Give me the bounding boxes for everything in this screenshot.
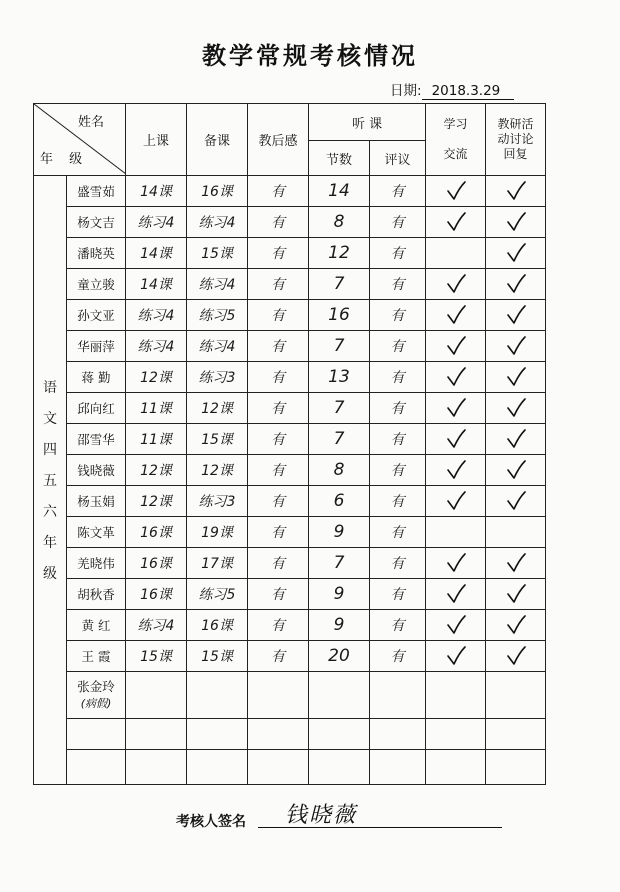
- teacher-name: 华丽萍: [67, 331, 126, 362]
- study-cell: [426, 517, 486, 548]
- lesson-cell: 练习4: [126, 331, 187, 362]
- evaluation-cell: 有: [370, 331, 426, 362]
- research-cell: [486, 548, 546, 579]
- evaluation-cell: 有: [370, 424, 426, 455]
- table-row: [34, 548, 546, 579]
- study-cell: [426, 207, 486, 238]
- sessions-cell: 12: [309, 238, 370, 269]
- check-mark-icon: [505, 242, 527, 264]
- check-mark-icon: [505, 459, 527, 481]
- check-mark-icon: [505, 614, 527, 636]
- grade-char: 六: [43, 504, 57, 520]
- reflection-cell: 有: [248, 362, 309, 393]
- check-mark-icon: [445, 614, 467, 636]
- reflection-cell: 有: [248, 486, 309, 517]
- reflection-cell: 有: [248, 579, 309, 610]
- study-cell: [426, 362, 486, 393]
- research-cell: [486, 300, 546, 331]
- check-mark-icon: [445, 180, 467, 202]
- research-cell: [486, 579, 546, 610]
- table-row: [34, 238, 546, 269]
- empty-cell: [187, 719, 248, 750]
- header-study-1: 学习: [443, 117, 468, 131]
- table-row: [34, 517, 546, 548]
- sessions-cell: 16: [309, 300, 370, 331]
- sessions-cell: 6: [309, 486, 370, 517]
- check-mark-icon: [505, 552, 527, 574]
- prep-cell: 15课: [187, 424, 248, 455]
- teacher-name: 钱晓薇: [67, 455, 126, 486]
- empty-cell: [67, 750, 126, 785]
- date-label: 日期:: [390, 83, 422, 99]
- header-prep: 备课: [187, 104, 248, 176]
- study-cell: [426, 486, 486, 517]
- reflection-cell: 有: [248, 548, 309, 579]
- empty-cell: [370, 750, 426, 785]
- prep-cell: 12课: [187, 393, 248, 424]
- prep-cell: 练习4: [187, 331, 248, 362]
- sessions-cell: 8: [309, 455, 370, 486]
- empty-cell: [486, 750, 546, 785]
- table-row: [34, 610, 546, 641]
- sessions-cell: 20: [309, 641, 370, 672]
- evaluation-cell: 有: [370, 207, 426, 238]
- check-mark-icon: [505, 180, 527, 202]
- empty-cell: [309, 719, 370, 750]
- teacher-name: 胡秋香: [67, 579, 126, 610]
- sessions-cell: 7: [309, 424, 370, 455]
- signature-handwritten: 钱晓薇: [285, 803, 358, 828]
- lesson-cell: 16课: [126, 548, 187, 579]
- teacher-name: 黄 红: [67, 610, 126, 641]
- evaluation-cell: 有: [370, 455, 426, 486]
- evaluation-cell: 有: [370, 362, 426, 393]
- sessions-cell: 7: [309, 393, 370, 424]
- check-mark-icon: [445, 211, 467, 233]
- empty-cell: [126, 672, 187, 719]
- sessions-cell: 7: [309, 269, 370, 300]
- check-mark-icon: [505, 397, 527, 419]
- check-mark-icon: [445, 397, 467, 419]
- empty-cell: [248, 719, 309, 750]
- check-mark-icon: [445, 273, 467, 295]
- empty-cell: [248, 672, 309, 719]
- empty-cell: [126, 750, 187, 785]
- assessment-table: [33, 103, 546, 785]
- teacher-name: 童立骏: [67, 269, 126, 300]
- empty-row: [34, 750, 546, 785]
- teacher-name: 孙文亚: [67, 300, 126, 331]
- check-mark-icon: [505, 428, 527, 450]
- study-cell: [426, 641, 486, 672]
- header-research-2: 动讨论: [497, 132, 534, 146]
- prep-cell: 练习5: [187, 300, 248, 331]
- reflection-cell: 有: [248, 331, 309, 362]
- teacher-name: 杨文吉: [67, 207, 126, 238]
- evaluation-cell: 有: [370, 238, 426, 269]
- lesson-cell: 15课: [126, 641, 187, 672]
- lesson-cell: 练习4: [126, 610, 187, 641]
- empty-cell: [309, 672, 370, 719]
- sessions-cell: 9: [309, 610, 370, 641]
- evaluation-cell: 有: [370, 393, 426, 424]
- check-mark-icon: [445, 335, 467, 357]
- lesson-cell: 练习4: [126, 300, 187, 331]
- header-sessions: 节数: [309, 141, 370, 176]
- lesson-cell: 14课: [126, 269, 187, 300]
- check-mark-icon: [505, 211, 527, 233]
- check-mark-icon: [505, 273, 527, 295]
- prep-cell: 练习4: [187, 269, 248, 300]
- evaluation-cell: 有: [370, 176, 426, 207]
- reflection-cell: 有: [248, 517, 309, 548]
- study-cell: [426, 455, 486, 486]
- evaluation-cell: 有: [370, 486, 426, 517]
- table-row: [34, 579, 546, 610]
- header-research-1: 教研活: [497, 117, 534, 131]
- empty-cell: [426, 750, 486, 785]
- grade-char: 级: [43, 566, 57, 582]
- lesson-cell: 12课: [126, 486, 187, 517]
- research-cell: [486, 641, 546, 672]
- empty-cell: [486, 672, 546, 719]
- research-cell: [486, 331, 546, 362]
- header-evaluation: 评议: [370, 141, 426, 176]
- teacher-name: 杨玉娟: [67, 486, 126, 517]
- evaluation-cell: 有: [370, 641, 426, 672]
- prep-cell: 16课: [187, 610, 248, 641]
- check-mark-icon: [445, 490, 467, 512]
- research-cell: [486, 393, 546, 424]
- teacher-name: [67, 672, 126, 719]
- reflection-cell: 有: [248, 207, 309, 238]
- teacher-name: 陈文革: [67, 517, 126, 548]
- header-listen: 听 课: [309, 104, 426, 141]
- check-mark-icon: [445, 583, 467, 605]
- lesson-cell: 练习4: [126, 207, 187, 238]
- table-row: [34, 424, 546, 455]
- research-cell: [486, 362, 546, 393]
- grade-cell: [34, 176, 67, 785]
- reflection-cell: 有: [248, 300, 309, 331]
- header-research: [486, 104, 546, 176]
- check-mark-icon: [445, 459, 467, 481]
- study-cell: [426, 393, 486, 424]
- lesson-cell: 16课: [126, 517, 187, 548]
- empty-cell: [187, 750, 248, 785]
- teacher-name-text: 张金玲: [77, 678, 115, 694]
- check-mark-icon: [505, 490, 527, 512]
- teacher-name: 潘晓英: [67, 238, 126, 269]
- empty-row: [34, 719, 546, 750]
- grade-char: 五: [43, 473, 57, 489]
- date-value: 2018.3.29: [422, 83, 515, 100]
- table-row: [34, 455, 546, 486]
- table-row: [34, 362, 546, 393]
- check-mark-icon: [445, 366, 467, 388]
- study-cell: [426, 579, 486, 610]
- prep-cell: 15课: [187, 238, 248, 269]
- empty-cell: [67, 719, 126, 750]
- sessions-cell: 8: [309, 207, 370, 238]
- prep-cell: 15课: [187, 641, 248, 672]
- lesson-cell: 16课: [126, 579, 187, 610]
- signature-label: 考核人签名: [176, 814, 246, 830]
- research-cell: [486, 424, 546, 455]
- check-mark-icon: [505, 304, 527, 326]
- reflection-cell: 有: [248, 238, 309, 269]
- study-cell: [426, 331, 486, 362]
- page-title: 教学常规考核情况: [202, 41, 418, 70]
- table-row: [34, 269, 546, 300]
- prep-cell: 练习3: [187, 486, 248, 517]
- table-row: [34, 331, 546, 362]
- reflection-cell: 有: [248, 455, 309, 486]
- sessions-cell: 14: [309, 176, 370, 207]
- reflection-cell: 有: [248, 269, 309, 300]
- study-cell: [426, 610, 486, 641]
- table-row: [34, 672, 546, 719]
- check-mark-icon: [445, 428, 467, 450]
- grade-char: 文: [43, 411, 57, 427]
- research-cell: [486, 269, 546, 300]
- reflection-cell: 有: [248, 610, 309, 641]
- header-lesson: 上课: [126, 104, 187, 176]
- evaluation-cell: 有: [370, 517, 426, 548]
- check-mark-icon: [505, 645, 527, 667]
- teacher-name: 邱向红: [67, 393, 126, 424]
- reflection-cell: 有: [248, 641, 309, 672]
- research-cell: [486, 610, 546, 641]
- reflection-cell: 有: [248, 393, 309, 424]
- prep-cell: 19课: [187, 517, 248, 548]
- table-row: [34, 176, 546, 207]
- teacher-name: 蒋 勤: [67, 362, 126, 393]
- header-study: [426, 104, 486, 176]
- sessions-cell: 7: [309, 331, 370, 362]
- study-cell: [426, 269, 486, 300]
- teacher-name: 王 霞: [67, 641, 126, 672]
- evaluation-cell: 有: [370, 548, 426, 579]
- sessions-cell: 13: [309, 362, 370, 393]
- lesson-cell: 11课: [126, 393, 187, 424]
- date-line: [390, 79, 514, 100]
- empty-cell: [370, 719, 426, 750]
- corner-header: [34, 104, 126, 176]
- evaluation-cell: 有: [370, 610, 426, 641]
- header-name: 姓名: [78, 115, 105, 130]
- grade-char: 语: [43, 380, 57, 396]
- empty-cell: [370, 672, 426, 719]
- study-cell: [426, 300, 486, 331]
- prep-cell: 17课: [187, 548, 248, 579]
- header-study-2: 交流: [443, 147, 468, 161]
- table-row: [34, 300, 546, 331]
- empty-cell: [187, 672, 248, 719]
- table-row: [34, 207, 546, 238]
- check-mark-icon: [445, 304, 467, 326]
- lesson-cell: 14课: [126, 238, 187, 269]
- teacher-name: 邵雪华: [67, 424, 126, 455]
- teacher-name: 盛雪茹: [67, 176, 126, 207]
- grade-char: 四: [43, 442, 57, 458]
- prep-cell: 12课: [187, 455, 248, 486]
- check-mark-icon: [505, 366, 527, 388]
- research-cell: [486, 207, 546, 238]
- sessions-cell: 9: [309, 579, 370, 610]
- check-mark-icon: [445, 552, 467, 574]
- table-row: [34, 641, 546, 672]
- leave-note: (病假): [80, 696, 112, 710]
- study-cell: [426, 238, 486, 269]
- lesson-cell: 12课: [126, 455, 187, 486]
- prep-cell: 练习3: [187, 362, 248, 393]
- research-cell: [486, 517, 546, 548]
- empty-cell: [486, 719, 546, 750]
- lesson-cell: 14课: [126, 176, 187, 207]
- prep-cell: 16课: [187, 176, 248, 207]
- sessions-cell: 9: [309, 517, 370, 548]
- header-reflection: 教后感: [248, 104, 309, 176]
- empty-cell: [248, 750, 309, 785]
- research-cell: [486, 486, 546, 517]
- study-cell: [426, 176, 486, 207]
- empty-cell: [426, 672, 486, 719]
- lesson-cell: 11课: [126, 424, 187, 455]
- empty-cell: [126, 719, 187, 750]
- check-mark-icon: [505, 335, 527, 357]
- empty-cell: [426, 719, 486, 750]
- prep-cell: 练习5: [187, 579, 248, 610]
- study-cell: [426, 548, 486, 579]
- sessions-cell: 7: [309, 548, 370, 579]
- header-research-3: 回复: [503, 147, 528, 161]
- empty-cell: [309, 750, 370, 785]
- table-row: [34, 393, 546, 424]
- evaluation-cell: 有: [370, 300, 426, 331]
- reflection-cell: 有: [248, 424, 309, 455]
- evaluation-cell: 有: [370, 269, 426, 300]
- check-mark-icon: [445, 645, 467, 667]
- check-mark-icon: [505, 583, 527, 605]
- study-cell: [426, 424, 486, 455]
- table-row: [34, 486, 546, 517]
- research-cell: [486, 238, 546, 269]
- grade-char: 年: [43, 535, 57, 551]
- reflection-cell: 有: [248, 176, 309, 207]
- evaluation-cell: 有: [370, 579, 426, 610]
- header-grade: 年 级: [40, 152, 89, 167]
- lesson-cell: 12课: [126, 362, 187, 393]
- prep-cell: 练习4: [187, 207, 248, 238]
- research-cell: [486, 176, 546, 207]
- teacher-name: 羌晓伟: [67, 548, 126, 579]
- research-cell: [486, 455, 546, 486]
